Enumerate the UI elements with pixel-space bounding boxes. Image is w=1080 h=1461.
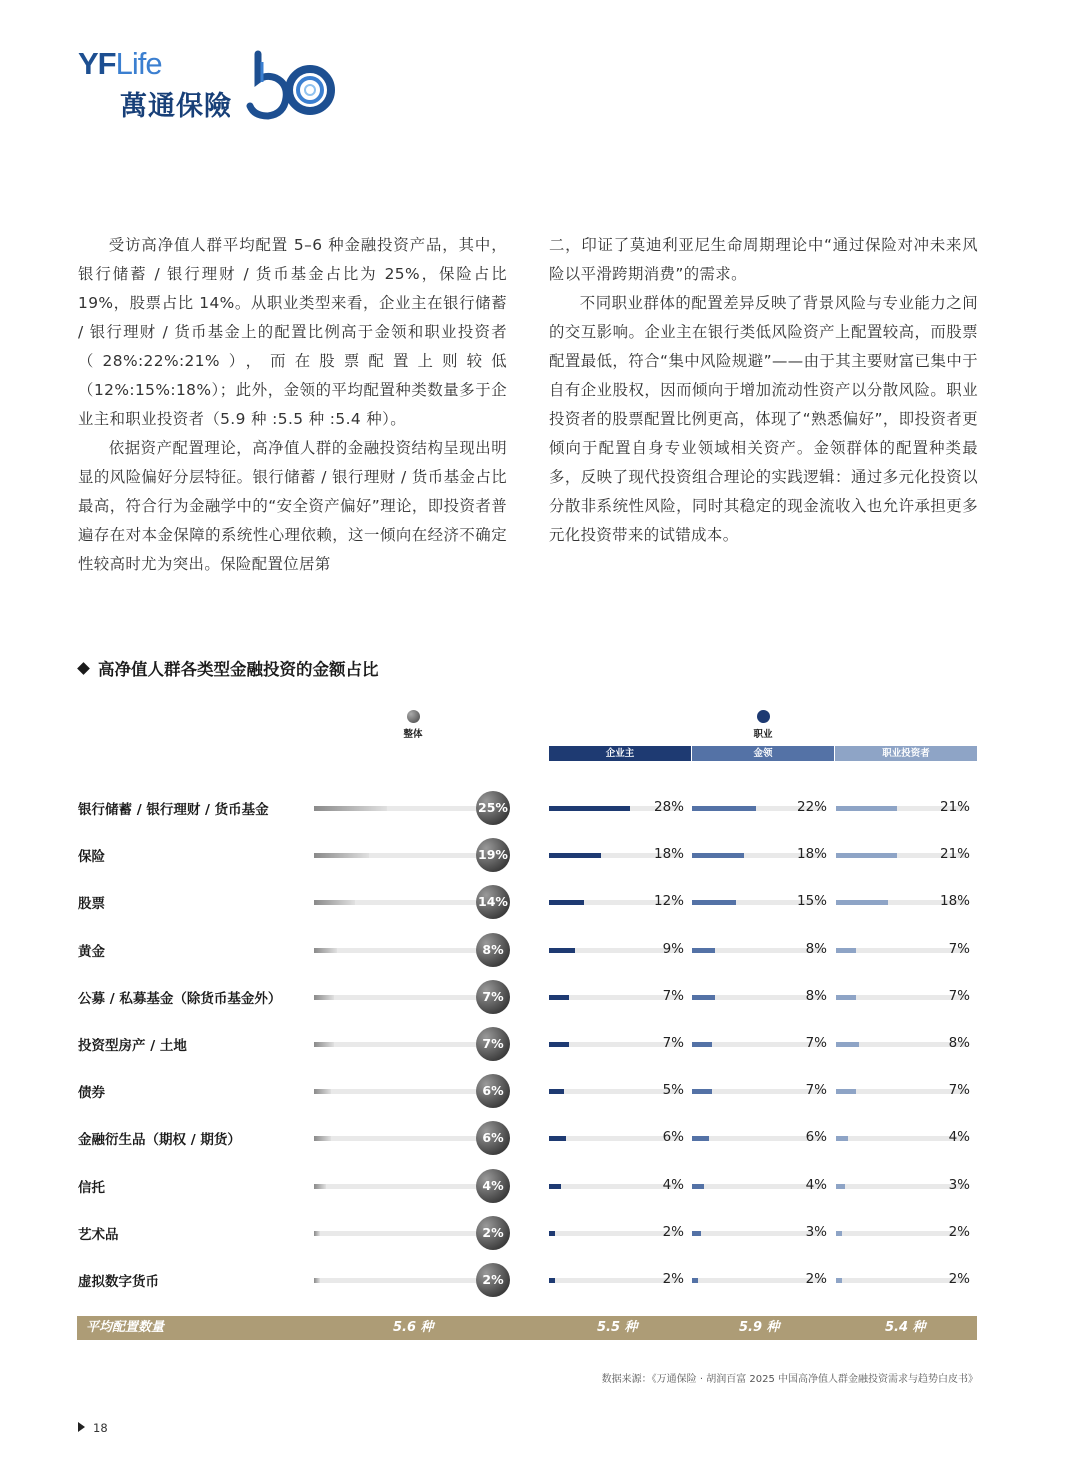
bar-pro-investor (836, 853, 897, 858)
bar-overall (314, 948, 337, 953)
bar-overall (314, 900, 355, 905)
bar-owner (549, 1184, 561, 1189)
bar-owner (549, 806, 630, 811)
bar-owner (549, 853, 601, 858)
bar-pro-investor (836, 900, 888, 905)
bar-gold-collar (692, 948, 715, 953)
value-label-owner: 9% (662, 940, 684, 957)
category-label: 债券 (78, 1085, 105, 1102)
bar-gold-collar (692, 1231, 701, 1236)
value-badge-overall: 19% (476, 838, 510, 872)
brand-name-light: Life (115, 46, 162, 81)
value-label-pro-investor: 18% (939, 893, 970, 910)
value-label-owner: 7% (662, 1035, 684, 1051)
body-paragraph: 二，印证了莫迪利亚尼生命周期理论中“通过保险对冲未来风险以平滑跨期消费”的需求。 (549, 236, 978, 283)
brand-logo (78, 46, 338, 126)
page-arrow-icon (78, 1422, 85, 1432)
bar-gold-collar (692, 995, 715, 1000)
legend-occupation-dot (757, 710, 770, 723)
body-paragraph: 受访高净值人群平均配置 5–6 种金融投资产品，其中，银行储蓄 / 银行理财 / 货币基金占比为 25%，保险占比 19%，股票占比 14%。从职业类型来看，企业主在银行储蓄 / 银行理财 / 货币基金上的配置比例高于金领和职业投资者（28%:22%:21%），而在股票配置上则较低（12%:15%:18%）；此外，金领的平均配置种类数量多于企业主和职业投资者（5.9 种 :5.5 种 :5.4 种）。 (78, 236, 507, 428)
bar-track-overall (314, 1184, 496, 1189)
bar-overall (314, 1042, 334, 1047)
value-label-owner: 6% (662, 1129, 684, 1146)
legend-overall-label: 整体 (403, 729, 423, 740)
bar-owner (549, 1278, 555, 1283)
bar-overall (314, 1089, 331, 1094)
bar-overall (314, 1136, 331, 1141)
average-count-owner: 5.5 种 (597, 1320, 638, 1335)
value-label-pro-investor: 2% (948, 1223, 970, 1240)
category-label: 银行储蓄 / 银行理财 / 货币基金 (78, 802, 269, 818)
bar-owner (549, 1231, 555, 1236)
bar-owner (549, 995, 569, 1000)
group-header-gold-collar: 金领 (692, 746, 834, 761)
value-label-pro-investor: 7% (948, 1082, 970, 1099)
bar-gold-collar (692, 1184, 704, 1189)
value-label-owner: 7% (662, 987, 684, 1004)
chart-title-text: 高净值人群各类型金融投资的金额占比 (98, 660, 379, 679)
value-badge-overall: 2% (476, 1216, 510, 1250)
value-label-owner: 4% (662, 1176, 684, 1193)
bar-pro-investor (836, 1136, 848, 1141)
value-label-owner: 5% (662, 1082, 684, 1099)
bar-gold-collar (692, 1136, 709, 1141)
bar-owner (549, 1089, 564, 1094)
value-label-pro-investor: 4% (948, 1129, 970, 1146)
bar-track-overall (314, 995, 496, 1000)
category-label: 投资型房产 / 土地 (78, 1038, 187, 1054)
bar-pro-investor (836, 1042, 859, 1047)
value-label-owner: 18% (653, 846, 684, 863)
body-paragraph: 不同职业群体的配置差异反映了背景风险与专业能力之间的交互影响。企业主在银行类低风险资产上配置较高，而股票配置最低，符合“集中风险规避”——由于其主要财富已集中于自有企业股权，因而倾向于增加流动性资产以分散风险。职业投资者的股票配置比例更高，体现了“熟悉偏好”，即投资者更倾向于配置自身专业领域相关资产。金领群体的配置种类最多，反映了现代投资组合理论的实践逻辑：通过多元化投资以分散非系统性风险，同时其稳定的现金流收入也允许承担更多元化投资带来的试错成本。 (549, 294, 978, 544)
category-label: 虚拟数字货币 (78, 1274, 159, 1290)
bar-gold-collar (692, 1278, 698, 1283)
brand-name-zh: 萬通保險 (120, 91, 232, 122)
bar-gold-collar (692, 806, 756, 811)
value-label-gold-collar: 3% (805, 1223, 827, 1240)
legend-occupation-label: 职业 (753, 729, 773, 740)
bar-track-overall (314, 1136, 496, 1141)
value-badge-overall: 14% (476, 885, 510, 919)
bar-track-overall (314, 1042, 496, 1047)
body-paragraph: 依据资产配置理论，高净值人群的金融投资结构呈现出明显的风险偏好分层特征。银行储蓄 / 银行理财 / 货币基金占比最高，符合行为金融学中的“安全资产偏好”理论，即投资者普遍存在对本金保障的系统性心理依赖，这一倾向在经济不确定性较高时尤为突出。保险配置位居第 (78, 439, 507, 573)
average-count-overall: 5.6 种 (393, 1320, 434, 1335)
bar-owner (549, 900, 584, 905)
bar-track-overall (314, 853, 496, 858)
bar-pro-investor (836, 948, 856, 953)
bar-gold-collar (692, 1089, 712, 1094)
brand-name-bold: YF (78, 46, 116, 81)
value-label-gold-collar: 15% (796, 893, 827, 910)
bar-pro-investor (836, 1231, 842, 1236)
value-badge-overall: 6% (476, 1074, 510, 1108)
bar-track-overall (314, 1231, 496, 1236)
value-label-gold-collar: 4% (805, 1176, 827, 1193)
bar-track-overall (314, 1278, 496, 1283)
value-label-pro-investor: 7% (948, 987, 970, 1004)
bar-track-overall (314, 806, 496, 811)
value-label-gold-collar: 22% (796, 799, 827, 815)
value-label-pro-investor: 2% (948, 1271, 970, 1287)
value-label-gold-collar: 2% (805, 1271, 827, 1287)
bar-overall (314, 1184, 326, 1189)
value-badge-overall: 4% (476, 1169, 510, 1203)
value-badge-overall: 7% (476, 980, 510, 1014)
legend-overall-dot (407, 710, 420, 723)
value-label-pro-investor: 3% (948, 1176, 970, 1193)
bar-gold-collar (692, 900, 736, 905)
category-label: 保险 (78, 849, 105, 866)
value-label-pro-investor: 21% (939, 799, 970, 815)
page-number (78, 1421, 108, 1435)
bar-overall (314, 995, 334, 1000)
value-label-owner: 2% (662, 1271, 684, 1287)
chart-title (79, 656, 379, 680)
value-label-owner: 2% (662, 1223, 684, 1240)
bar-owner (549, 1042, 569, 1047)
value-badge-overall: 6% (476, 1121, 510, 1155)
bar-overall (314, 1278, 320, 1283)
category-label: 黄金 (78, 943, 105, 960)
category-label: 艺术品 (78, 1226, 119, 1243)
value-badge-overall: 2% (476, 1263, 510, 1297)
value-label-gold-collar: 6% (805, 1129, 827, 1146)
bar-track-overall (314, 900, 496, 905)
value-badge-overall: 7% (476, 1027, 510, 1061)
value-label-gold-collar: 18% (796, 846, 827, 863)
average-count-label: 平均配置数量 (86, 1320, 165, 1335)
body-column-left (78, 231, 507, 579)
bar-track-overall (314, 948, 496, 953)
category-label: 股票 (78, 896, 105, 913)
value-label-gold-collar: 7% (805, 1035, 827, 1051)
bar-overall (314, 853, 369, 858)
value-label-owner: 12% (653, 893, 684, 910)
data-source-note: 数据来源：《万通保险 · 胡润百富 2025 中国高净值人群金融投资需求与趋势白皮书》 (601, 1374, 978, 1385)
category-label: 信托 (78, 1179, 105, 1196)
bar-owner (549, 948, 575, 953)
group-header-pro-investor: 职业投资者 (835, 746, 977, 761)
bar-pro-investor (836, 806, 897, 811)
category-label: 金融衍生品（期权 / 期货） (78, 1132, 241, 1149)
average-count-gold-collar: 5.9 种 (739, 1320, 780, 1335)
bar-pro-investor (836, 1089, 856, 1094)
bar-gold-collar (692, 1042, 712, 1047)
bar-gold-collar (692, 853, 744, 858)
value-label-pro-investor: 7% (948, 940, 970, 957)
value-label-pro-investor: 8% (948, 1035, 970, 1051)
value-label-gold-collar: 8% (805, 940, 827, 957)
bar-pro-investor (836, 1278, 842, 1283)
category-label: 公募 / 私募基金（除货币基金外） (78, 990, 282, 1007)
bar-track-overall (314, 1089, 496, 1094)
bar-overall (314, 806, 387, 811)
anniversary-50-logo (246, 50, 336, 122)
bar-owner (549, 1136, 566, 1141)
diamond-bullet-icon (77, 662, 90, 675)
average-count-bar (77, 1316, 977, 1340)
page-number-text: 18 (93, 1421, 108, 1435)
value-label-gold-collar: 7% (805, 1082, 827, 1099)
value-badge-overall: 25% (476, 791, 510, 825)
bar-pro-investor (836, 1184, 845, 1189)
bar-pro-investor (836, 995, 856, 1000)
bar-overall (314, 1231, 320, 1236)
body-column-right (549, 231, 978, 550)
brand-name-en (78, 46, 162, 82)
average-count-pro-investor: 5.4 种 (885, 1320, 926, 1335)
value-label-owner: 28% (653, 799, 684, 815)
value-badge-overall: 8% (476, 933, 510, 967)
group-header-owner: 企业主 (549, 746, 691, 761)
value-label-gold-collar: 8% (805, 987, 827, 1004)
value-label-pro-investor: 21% (939, 846, 970, 863)
